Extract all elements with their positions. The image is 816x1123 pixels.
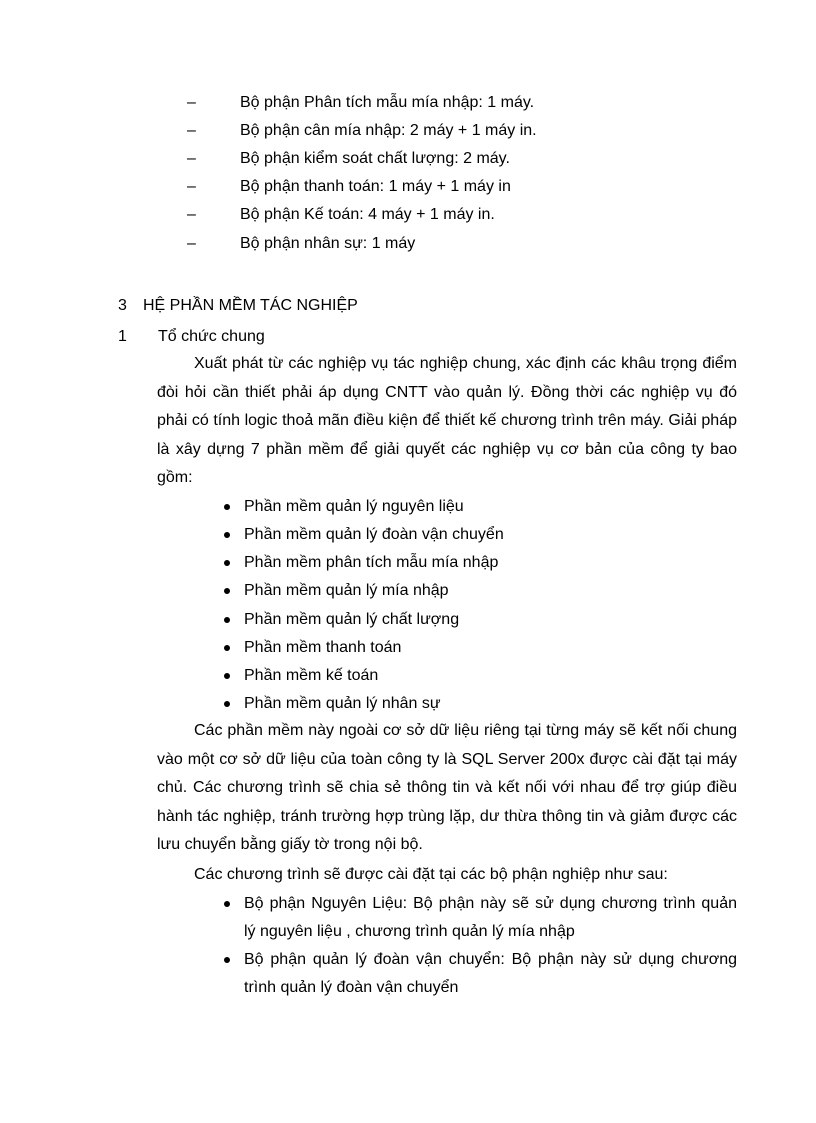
- bullet-icon: [224, 532, 230, 538]
- intro-paragraph: [157, 350, 737, 493]
- section-title: HỆ PHẦN MỀM TÁC NGHIỆP: [143, 297, 358, 314]
- database-paragraph-text: Các phần mềm này ngoài cơ sở dữ liệu riêng tại từng máy sẽ kết nối chung vào một cơ sở dữ liệu của toàn công ty là SQL Server 200x được cài đặt tại máy chủ. Các chương trình sẽ chia sẻ thông tin và kết nối với nhau để trợ giúp điều hành tác nghiệp, tránh trường hợp trùng lặp, dư thừa thông tin và giảm được các lưu chuyển bằng giấy tờ trong nội bộ.: [157, 722, 737, 854]
- list-item-text: Bộ phận thanh toán: 1 máy + 1 máy in: [240, 178, 511, 195]
- bullet-icon: [224, 617, 230, 623]
- list-item-text: Phần mềm thanh toán: [244, 639, 402, 656]
- bullet-icon: [224, 673, 230, 679]
- list-item-text: Bộ phận Kế toán: 4 máy + 1 máy in.: [240, 206, 495, 223]
- dash-marker: –: [187, 150, 196, 167]
- subsection-number: 1: [118, 328, 127, 345]
- list-item-text: Phần mềm kế toán: [244, 667, 379, 684]
- bullet-icon: [224, 701, 230, 707]
- bullet-icon: [224, 560, 230, 566]
- list-item-text: Bộ phận nhân sự: 1 máy: [240, 235, 416, 252]
- subsection-title: Tổ chức chung: [158, 328, 265, 345]
- bullet-icon: [224, 645, 230, 651]
- intro-paragraph-text: Xuất phát từ các nghiệp vụ tác nghiệp chung, xác định các khâu trọng điểm đòi hỏi cần thiết phải áp dụng CNTT vào quản lý. Đồng thời các nghiệp vụ đó phải có tính logic thoả mãn điều kiện để thiết kế chương trình trên máy. Giải pháp là xây dựng 7 phần mềm để giải quyết các nghiệp vụ cơ bản của công ty bao gồm:: [157, 355, 737, 487]
- dash-marker: –: [187, 178, 196, 195]
- bullet-icon: [224, 588, 230, 594]
- list-item-text-line1: Bộ phận quản lý đoàn vận chuyển: Bộ phận này sử dụng chương: [244, 951, 737, 968]
- install-paragraph: Các chương trình sẽ được cài đặt tại các bộ phận nghiệp như sau:: [194, 866, 668, 883]
- list-item-text: Bộ phận kiểm soát chất lượng: 2 máy.: [240, 150, 510, 167]
- list-item-text: Phần mềm phân tích mẫu mía nhập: [244, 554, 499, 571]
- list-item-text: Phần mềm quản lý nguyên liệu: [244, 498, 464, 515]
- section-number: 3: [118, 297, 127, 314]
- list-item-text-line2: lý nguyên liệu , chương trình quản lý mía nhập: [244, 923, 575, 940]
- bullet-icon: [224, 957, 230, 963]
- dash-marker: –: [187, 235, 196, 252]
- list-item-text: Phần mềm quản lý mía nhập: [244, 582, 449, 599]
- list-item-text: Phần mềm quản lý chất lượng: [244, 611, 460, 628]
- bullet-icon: [224, 901, 230, 907]
- dash-marker: –: [187, 206, 196, 223]
- list-item-text-line2: trình quản lý đoàn vận chuyển: [244, 979, 459, 996]
- database-paragraph: [157, 717, 737, 860]
- bullet-icon: [224, 504, 230, 510]
- list-item-text-line1: Bộ phận Nguyên Liệu: Bộ phận này sẽ sử dụng chương trình quản: [244, 895, 737, 912]
- list-item-text: Bộ phận cân mía nhập: 2 máy + 1 máy in.: [240, 122, 537, 139]
- dash-marker: –: [187, 94, 196, 111]
- list-item-text: Phần mềm quản lý đoàn vận chuyển: [244, 526, 504, 543]
- dash-marker: –: [187, 122, 196, 139]
- list-item-text: Bộ phận Phân tích mẫu mía nhập: 1 máy.: [240, 94, 535, 111]
- list-item-text: Phần mềm quản lý nhân sự: [244, 695, 441, 712]
